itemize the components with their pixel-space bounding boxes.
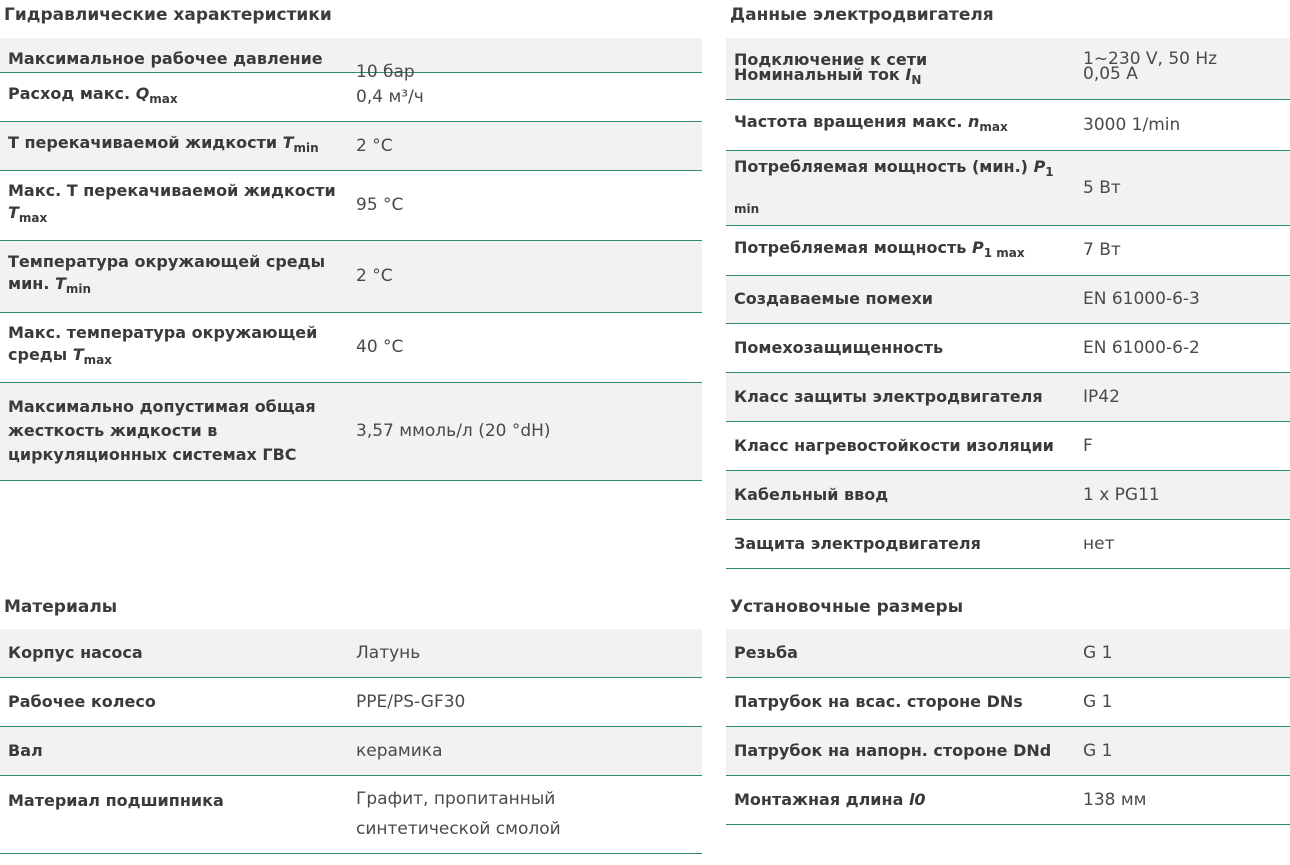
spec-value-current: 0,05 A xyxy=(1083,64,1138,84)
spec-value: 5 Вт xyxy=(1075,150,1290,225)
table-row xyxy=(0,121,702,170)
spec-value: 2 °C xyxy=(348,121,702,170)
spec-value: EN 61000-6-2 xyxy=(1075,323,1290,372)
spec-label: Температура окружающей среды мин. $T_{min}$ xyxy=(0,240,348,312)
spec-value: 10 бар xyxy=(348,38,702,72)
motor-title: Данные электродвигателя xyxy=(730,5,994,25)
spec-value-connection: 1~230 V, 50 Hz xyxy=(1083,49,1218,69)
dimensions-table xyxy=(726,629,1290,825)
table-row xyxy=(726,470,1290,519)
materials-title: Материалы xyxy=(4,597,118,617)
table-row xyxy=(0,170,702,240)
table-row xyxy=(726,775,1290,824)
spec-label: Потребляемая мощность (мин.) $P_{1 min}$ xyxy=(726,150,1075,225)
spec-label: Защита электродвигателя xyxy=(726,519,1075,568)
spec-value: 0,4 м³/ч xyxy=(348,72,702,121)
materials-section xyxy=(0,592,702,854)
spec-label-current: Номинальный ток $I_N$ xyxy=(734,65,922,88)
table-row xyxy=(0,240,702,312)
spec-value: PPE/PS-GF30 xyxy=(348,677,702,726)
spec-label-connection: Подключение к сети xyxy=(734,50,928,69)
spec-value: 95 °C xyxy=(348,170,702,240)
table-row xyxy=(0,38,702,72)
spec-label: Материал подшипника xyxy=(0,775,348,853)
spec-label xyxy=(726,38,1075,99)
spec-label: Частота вращения макс. $n_{max}$ xyxy=(726,99,1075,150)
table-row xyxy=(726,519,1290,568)
motor-table xyxy=(726,38,1290,569)
spec-value: 138 мм xyxy=(1075,775,1290,824)
spec-value: Графит, пропитанный синтетической смолой xyxy=(348,775,702,853)
table-row xyxy=(0,629,702,677)
spec-value: EN 61000-6-3 xyxy=(1075,275,1290,323)
spec-label: Патрубок на всас. стороне DNs xyxy=(726,677,1075,726)
spec-label: Т перекачиваемой жидкости $T_{min}$ xyxy=(0,121,348,170)
spec-label: Монтажная длина l0 xyxy=(726,775,1075,824)
table-row xyxy=(726,677,1290,726)
motor-section xyxy=(726,0,1290,569)
spec-value: нет xyxy=(1075,519,1290,568)
spec-label: Патрубок на напорн. стороне DNd xyxy=(726,726,1075,775)
spec-label: Рабочее колесо xyxy=(0,677,348,726)
spec-label: Вал xyxy=(0,726,348,775)
spec-label: Класс нагревостойкости изоляции xyxy=(726,421,1075,470)
spec-value: 7 Вт xyxy=(1075,225,1290,275)
spec-value: G 1 xyxy=(1075,629,1290,677)
spec-label: Помехозащищенность xyxy=(726,323,1075,372)
spec-label: Потребляемая мощность $P_{1 max}$ xyxy=(726,225,1075,275)
table-row xyxy=(0,72,702,121)
hydraulic-section xyxy=(0,0,702,481)
spec-label: Класс защиты электродвигателя xyxy=(726,372,1075,421)
table-row xyxy=(0,677,702,726)
table-row xyxy=(0,382,702,480)
spec-value xyxy=(1075,38,1290,99)
table-row xyxy=(726,421,1290,470)
spec-value: 2 °C xyxy=(348,240,702,312)
table-row xyxy=(726,372,1290,421)
spec-label: Создаваемые помехи xyxy=(726,275,1075,323)
spec-label: Кабельный ввод xyxy=(726,470,1075,519)
spec-value: G 1 xyxy=(1075,677,1290,726)
spec-label: Макс. температура окружающей среды $T_{max}$ xyxy=(0,312,348,382)
spec-value: 40 °C xyxy=(348,312,702,382)
dimensions-section xyxy=(726,592,1290,825)
table-row xyxy=(726,225,1290,275)
table-row xyxy=(0,312,702,382)
table-row xyxy=(726,629,1290,677)
spec-label: Макс. Т перекачиваемой жидкости $T_{max}$ xyxy=(0,170,348,240)
materials-table xyxy=(0,629,702,854)
spec-label: Расход макс. $Q_{max}$ xyxy=(0,72,348,121)
table-row xyxy=(0,726,702,775)
spec-value: 3000 1/min xyxy=(1075,99,1290,150)
spec-value: G 1 xyxy=(1075,726,1290,775)
dimensions-title: Установочные размеры xyxy=(730,597,964,617)
spec-value: F xyxy=(1075,421,1290,470)
spec-value: 3,57 ммоль/л (20 °dH) xyxy=(348,382,702,480)
table-row xyxy=(726,726,1290,775)
table-row xyxy=(726,150,1290,225)
table-row xyxy=(726,99,1290,150)
spec-value: 1 x PG11 xyxy=(1075,470,1290,519)
spec-label: Максимально допустимая общая жесткость жидкости в циркуляционных системах ГВС xyxy=(0,382,348,480)
table-row xyxy=(726,323,1290,372)
hydraulic-title: Гидравлические характеристики xyxy=(4,5,332,25)
hydraulic-table xyxy=(0,38,702,481)
spec-label: Корпус насоса xyxy=(0,629,348,677)
table-row xyxy=(726,38,1290,99)
spec-value: IP42 xyxy=(1075,372,1290,421)
spec-value: Латунь xyxy=(348,629,702,677)
spec-value: керамика xyxy=(348,726,702,775)
spec-label: Максимальное рабочее давление xyxy=(0,38,348,72)
table-row xyxy=(726,275,1290,323)
table-row xyxy=(0,775,702,853)
spec-label: Резьба xyxy=(726,629,1075,677)
